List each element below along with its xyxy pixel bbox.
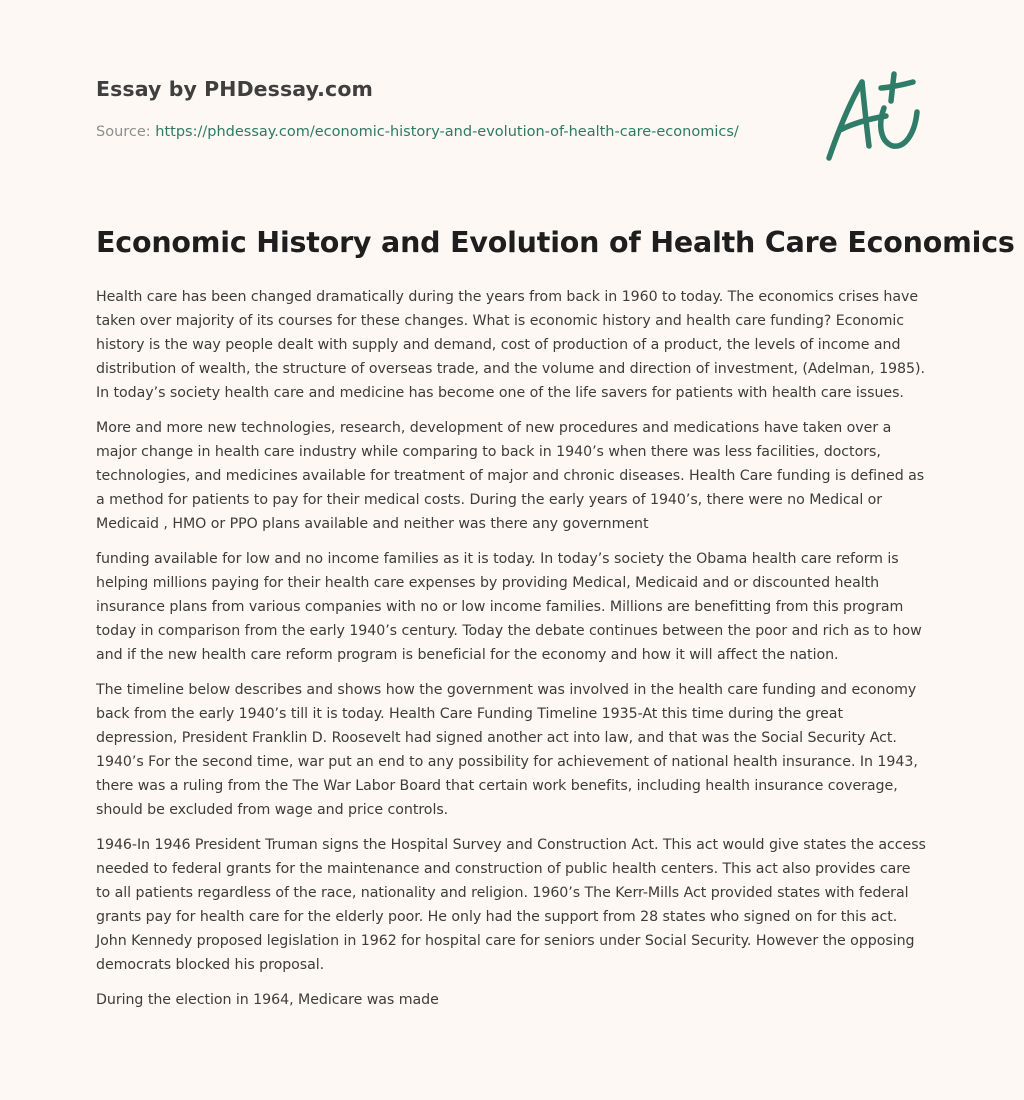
source-label: Source: (96, 124, 156, 140)
essay-paragraph: 1946-In 1946 President Truman signs the Hospital Survey and Construction Act. This act would give states the access needed to federal grants for the maintenance and construction of public health centers. This act also provides care to all patients regardless of the race, nationality and religion. 1960’s The Kerr-Mills Act provided states with federal grants pay for health care for the elderly poor. He only had the support from 28 states who signed on for this act. John Kennedy proposed legislation in 1962 for hospital care for seniors under Social Security. However the opposing democrats blocked his proposal. (96, 837, 926, 973)
site-brand: Essay by PHDessay.com (96, 77, 373, 101)
essay-title: Economic History and Evolution of Health Care Economics (96, 226, 1015, 259)
essay-paragraph: During the election in 1964, Medicare was made (96, 992, 439, 1008)
source-link[interactable]: https://phdessay.com/economic-history-and-evolution-of-health-care-economics/ (155, 124, 739, 140)
essay-body (96, 285, 928, 1023)
a-plus-grade-icon (822, 68, 930, 166)
essay-paragraph: funding available for low and no income families as it is today. In today’s society the Obama health care reform is helping millions paying for their health care expenses by providing Medical, Medicaid and or discounted health insurance plans from various companies with no or low income families. Millions are benefitting from this program today in comparison from the early 1940’s century. Today the debate continues between the poor and rich as to how and if the new health care reform program is beneficial for the economy and how it will affect the nation. (96, 551, 922, 663)
source-line (96, 124, 739, 140)
essay-paragraph: Health care has been changed dramatically during the years from back in 1960 to today. The economics crises have taken over majority of its courses for these changes. What is economic history and health care funding? Economic history is the way people dealt with supply and demand, cost of production of a product, the levels of income and distribution of wealth, the structure of overseas trade, and the volume and direction of investment, (Adelman, 1985). In today’s society health care and medicine has become one of the life savers for patients with health care issues. (96, 289, 925, 401)
essay-paragraph: More and more new technologies, research, development of new procedures and medications have taken over a major change in health care industry while comparing to back in 1940’s when there was less facilities, doctors, technologies, and medicines available for treatment of major and chronic diseases. Health Care funding is defined as a method for patients to pay for their medical costs. During the early years of 1940’s, there were no Medical or Medicaid , HMO or PPO plans available and neither was there any government (96, 420, 925, 532)
essay-paragraph: The timeline below describes and shows how the government was involved in the health care funding and economy back from the early 1940’s till it is today. Health Care Funding Timeline 1935-At this time during the great depression, President Franklin D. Roosevelt had signed another act into law, and that was the Social Security Act. 1940’s For the second time, war put an end to any possibility for achievement of national health insurance. In 1943, there was a ruling from the The War Labor Board that certain work benefits, including health insurance coverage, should be excluded from wage and price controls. (96, 682, 918, 818)
